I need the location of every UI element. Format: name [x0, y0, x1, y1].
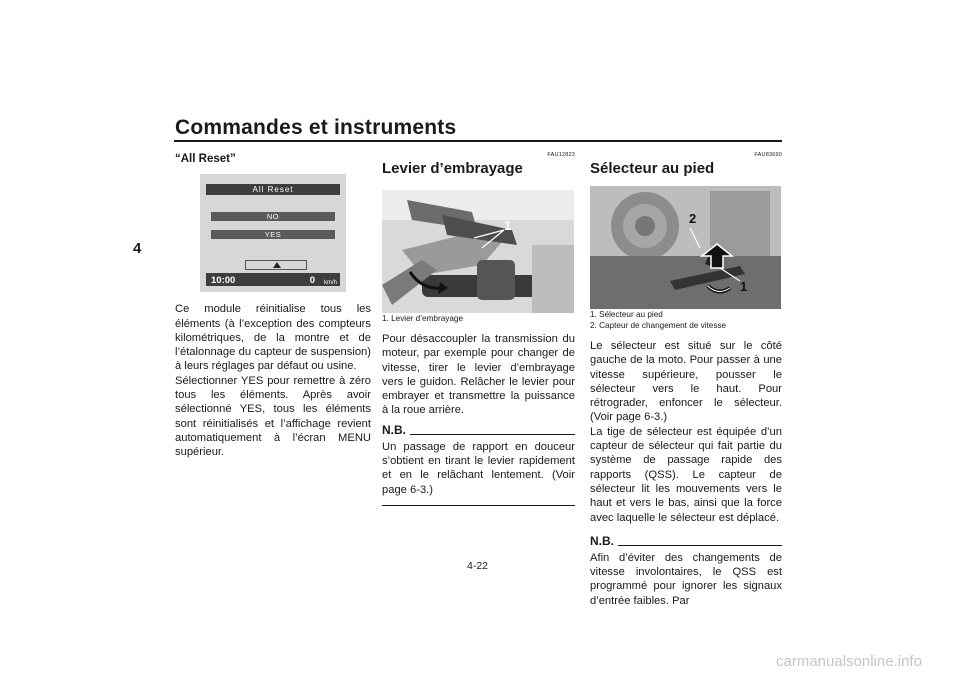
lcd-speed: 0 — [309, 275, 315, 287]
note-rule — [618, 545, 782, 546]
up-arrow-icon — [273, 262, 281, 268]
clutch-lever-illustration — [382, 190, 574, 313]
column-clutch-lever — [382, 152, 575, 506]
lcd-title: All Reset — [206, 184, 340, 195]
lcd-status-bar — [206, 273, 340, 286]
callout-1: 1 — [740, 279, 748, 294]
clutch-lever-caption: 1. Levier d’embrayage — [382, 314, 464, 323]
lcd-up-button — [245, 260, 307, 270]
clutch-note — [382, 424, 575, 506]
watermark: carmanualsonline.info — [776, 653, 922, 670]
section-code: FAU83690 — [754, 152, 782, 158]
all-reset-lcd-screen — [200, 174, 346, 292]
note-rule — [410, 434, 575, 435]
page-header-title: Commandes et instruments — [175, 116, 457, 139]
note-text: Un passage de rapport en douceur s’obtient en tirant le levier rapidement et en le relâchant lentement. (Voir page 6-3.) — [382, 440, 575, 496]
shift-pedal-caption-1: 1. Sélecteur au pied — [590, 310, 663, 319]
lcd-speed-unit: km/h — [323, 280, 337, 287]
shift-note — [590, 535, 782, 608]
column-shift-pedal — [590, 152, 782, 608]
clutch-lever-body: Pour désaccoupler la transmission du moteur, par exemple pour changer de vitesse, tirer le levier d’embrayage vers le guidon. Relâcher le levier pour embrayer et transmettre la puissance à la roue arrière. — [382, 333, 575, 417]
column-all-reset — [175, 152, 371, 460]
shift-pedal-title: Sélecteur au pied — [590, 160, 715, 177]
shift-pedal-photo — [590, 186, 781, 309]
shift-pedal-illustration — [590, 186, 781, 309]
header-rule — [174, 140, 782, 142]
lcd-no-option: NO — [211, 212, 335, 221]
shift-pedal-body-2: La tige de sélecteur est équipée d’un capteur de sélecteur qui fait partie du système de passage rapide des rapports (QSS). Le capteur de sélecteur lit les mouvements vers le haut et vers le bas, ainsi que la force avec laquelle le sélecteur est déplacé. — [590, 425, 782, 524]
chapter-tab: 4 — [133, 240, 142, 257]
note-label: N.B. — [382, 422, 406, 437]
clutch-lever-title: Levier d’embrayage — [382, 160, 523, 177]
page-number: 4-22 — [467, 560, 489, 572]
note-text: Afin d’éviter des changements de vitesse involontaires, le QSS est programmé pour ignorer les signaux d’entrée faibles. Par — [590, 551, 782, 607]
section-code: FAU12823 — [547, 152, 575, 158]
clutch-lever-photo — [382, 190, 574, 313]
all-reset-paragraph-1: Ce module réinitialise tous les éléments (à l’exception des compteurs kilométriques, de la montre et de l’étalonnage du capteur de suspension) à leurs réglages par défaut ou usine. — [175, 303, 371, 373]
lcd-clock: 10:00 — [211, 275, 236, 287]
note-label: N.B. — [590, 533, 614, 548]
note-end-rule — [382, 505, 575, 506]
all-reset-subheading: “All Reset” — [175, 153, 236, 165]
callout-1: 1 — [504, 218, 512, 233]
lcd-yes-option: YES — [211, 230, 335, 239]
shift-pedal-caption-2: 2. Capteur de changement de vitesse — [590, 321, 727, 330]
shift-pedal-body-1: Le sélecteur est situé sur le côté gauche de la moto. Pour passer à une vitesse supérieure, pousser le sélecteur vers le haut. Pour rétrograder, enfoncer le sélecteur. (Voir page 6-3.) — [590, 340, 782, 424]
all-reset-paragraph-2: Sélectionner YES pour remettre à zéro tous les éléments. Après avoir sélectionné YES, tous les éléments sont réinitialisés et l’affichage revient automatiquement à l’écran MENU supérieur. — [175, 374, 371, 459]
callout-2: 2 — [689, 211, 697, 226]
